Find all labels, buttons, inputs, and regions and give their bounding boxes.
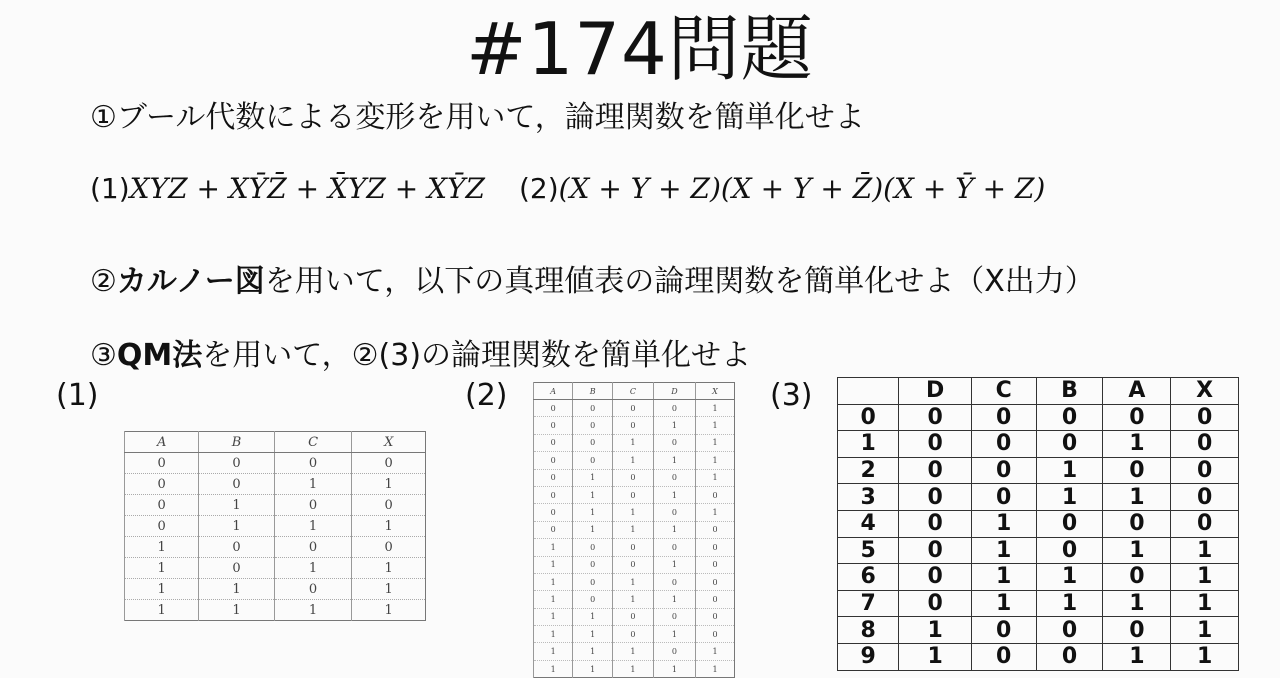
table-cell: 0	[1036, 431, 1103, 458]
table-row	[534, 539, 735, 556]
question-3-keyword: QM法	[116, 338, 203, 373]
table-cell: 1	[274, 516, 352, 537]
table-cell: 1	[125, 558, 199, 579]
table-row	[534, 417, 735, 434]
table-cell: 0	[653, 504, 695, 521]
table-cell: 1	[838, 431, 899, 458]
table-row	[534, 521, 735, 538]
truth-table-1	[124, 431, 426, 621]
table-cell: 1	[1171, 643, 1239, 670]
table-cell: 1	[274, 600, 352, 621]
table-cell: 0	[352, 453, 426, 474]
table-cell: 1	[352, 516, 426, 537]
table-cell: 4	[838, 510, 899, 537]
table-cell: 0	[1036, 617, 1103, 644]
table-row	[125, 495, 426, 516]
table-cell: 7	[838, 590, 899, 617]
formula-2: (X + Y + Z)(X + Y + Z̄)(X + Ȳ + Z)	[558, 172, 1046, 205]
table-row	[838, 643, 1239, 670]
table-cell: 1	[613, 452, 654, 469]
table-cell: 0	[534, 400, 573, 417]
table-cell: 1	[1103, 431, 1171, 458]
table-row	[125, 516, 426, 537]
table-cell: 0	[1103, 404, 1171, 431]
table-cell: 0	[899, 510, 972, 537]
formula-2-label: (2)	[518, 172, 559, 205]
table-cell: 1	[1103, 484, 1171, 511]
column-header: X	[352, 432, 426, 453]
table-cell: 0	[573, 417, 613, 434]
table-cell: 1	[1171, 564, 1239, 591]
table-row	[125, 579, 426, 600]
table-cell: 1	[1103, 643, 1171, 670]
column-header: D	[653, 383, 695, 400]
table-cell: 0	[573, 400, 613, 417]
table-cell: 1	[573, 504, 613, 521]
table-cell: 0	[534, 504, 573, 521]
table-cell: 0	[971, 431, 1036, 458]
table-row	[125, 600, 426, 621]
table-row	[838, 617, 1239, 644]
table-cell: 1	[653, 486, 695, 503]
truth-table-2	[533, 382, 735, 678]
table-cell: 1	[534, 539, 573, 556]
table-cell: 0	[653, 643, 695, 660]
table-cell: 1	[696, 660, 735, 677]
column-header: C	[971, 378, 1036, 405]
column-header: D	[899, 378, 972, 405]
table-cell: 0	[1171, 484, 1239, 511]
table-row	[838, 590, 1239, 617]
table-row	[534, 626, 735, 643]
table-cell: 0	[534, 452, 573, 469]
table-row	[125, 558, 426, 579]
table-cell: 1	[274, 558, 352, 579]
table-cell: 1	[1036, 484, 1103, 511]
table-cell: 0	[613, 469, 654, 486]
table-cell: 1	[199, 579, 274, 600]
table-cell: 1	[653, 417, 695, 434]
column-header: A	[125, 432, 199, 453]
table-cell: 1	[573, 486, 613, 503]
table-cell: 0	[696, 539, 735, 556]
table-cell: 1	[573, 660, 613, 677]
table-cell: 1	[573, 469, 613, 486]
table-cell: 1	[352, 558, 426, 579]
table-header-row	[534, 383, 735, 400]
table-cell: 5	[838, 537, 899, 564]
table-cell: 1	[352, 600, 426, 621]
table-cell: 1	[125, 600, 199, 621]
table-cell: 0	[1103, 564, 1171, 591]
question-3-text: を用いて，②(3)の論理関数を簡単化せよ	[202, 338, 752, 373]
formula-1: XYZ + XȲZ̄ + X̄YZ + XȲZ	[129, 172, 485, 205]
table-cell: 1	[613, 591, 654, 608]
table-row	[838, 404, 1239, 431]
table-cell: 0	[199, 537, 274, 558]
formula-line	[90, 172, 1045, 205]
table-cell: 0	[899, 590, 972, 617]
table-cell: 1	[653, 556, 695, 573]
table-cell: 0	[1171, 457, 1239, 484]
table-cell: 0	[125, 495, 199, 516]
table-row	[125, 453, 426, 474]
column-header: X	[696, 383, 735, 400]
table-cell: 1	[573, 626, 613, 643]
table-cell: 1	[971, 590, 1036, 617]
table-cell: 9	[838, 643, 899, 670]
table-cell: 1	[534, 556, 573, 573]
table-header-row	[125, 432, 426, 453]
table-cell: 0	[1036, 404, 1103, 431]
table-cell: 1	[199, 516, 274, 537]
table-cell: 1	[573, 521, 613, 538]
table-cell: 1	[696, 452, 735, 469]
table-cell: 1	[613, 521, 654, 538]
table-cell: 0	[696, 591, 735, 608]
table-cell: 1	[971, 564, 1036, 591]
column-header: A	[534, 383, 573, 400]
table-cell: 0	[899, 484, 972, 511]
table-cell: 0	[1103, 617, 1171, 644]
column-header: C	[613, 383, 654, 400]
question-2	[90, 256, 1095, 300]
table-cell: 1	[613, 504, 654, 521]
table-row	[534, 486, 735, 503]
table-cell: 0	[653, 400, 695, 417]
table-cell: 1	[653, 591, 695, 608]
table-2-label: (2)	[465, 378, 508, 413]
table-cell: 0	[653, 573, 695, 590]
table-row	[838, 431, 1239, 458]
table-1-label: (1)	[56, 378, 99, 413]
table-cell: 0	[1036, 537, 1103, 564]
table-cell: 0	[653, 469, 695, 486]
table-cell: 1	[1171, 590, 1239, 617]
table-row	[838, 510, 1239, 537]
table-cell: 0	[899, 404, 972, 431]
table-row	[534, 556, 735, 573]
table-cell: 0	[534, 521, 573, 538]
table-row	[838, 484, 1239, 511]
table-cell: 0	[899, 431, 972, 458]
table-cell: 1	[613, 643, 654, 660]
table-cell: 0	[125, 516, 199, 537]
table-cell: 3	[838, 484, 899, 511]
table-cell: 0	[274, 453, 352, 474]
table-cell: 0	[573, 539, 613, 556]
table-row	[534, 573, 735, 590]
table-cell: 0	[613, 417, 654, 434]
table-cell: 1	[534, 660, 573, 677]
table-row	[534, 469, 735, 486]
table-cell: 0	[534, 417, 573, 434]
table-row	[838, 564, 1239, 591]
table-cell: 2	[838, 457, 899, 484]
table-cell: 1	[696, 400, 735, 417]
table-cell: 0	[653, 539, 695, 556]
table-cell: 0	[573, 591, 613, 608]
table-3-label: (3)	[770, 378, 813, 413]
table-cell: 0	[125, 453, 199, 474]
table-cell: 0	[1171, 510, 1239, 537]
column-header	[838, 378, 899, 405]
table-cell: 1	[653, 521, 695, 538]
table-cell: 1	[352, 579, 426, 600]
table-cell: 1	[653, 660, 695, 677]
table-cell: 0	[1036, 510, 1103, 537]
table-cell: 1	[125, 537, 199, 558]
table-cell: 1	[1171, 537, 1239, 564]
table-cell: 0	[653, 608, 695, 625]
table-cell: 1	[696, 434, 735, 451]
table-cell: 0	[573, 434, 613, 451]
question-2-keyword: カルノー図	[116, 264, 265, 299]
question-2-text: を用いて，以下の真理値表の論理関数を簡単化せよ（X出力）	[264, 264, 1095, 299]
table-cell: 0	[1036, 643, 1103, 670]
column-header: X	[1171, 378, 1239, 405]
formula-1-label: (1)	[90, 172, 130, 205]
table-row	[534, 643, 735, 660]
table-cell: 0	[613, 556, 654, 573]
table-cell: 1	[534, 626, 573, 643]
table-row	[534, 504, 735, 521]
table-cell: 0	[352, 495, 426, 516]
table-cell: 1	[125, 579, 199, 600]
table-cell: 0	[613, 400, 654, 417]
table-cell: 1	[613, 573, 654, 590]
table-cell: 1	[1171, 617, 1239, 644]
table-row	[838, 457, 1239, 484]
table-row	[534, 660, 735, 677]
table-cell: 0	[274, 495, 352, 516]
table-cell: 0	[274, 579, 352, 600]
table-row	[125, 474, 426, 495]
table-cell: 1	[534, 591, 573, 608]
table-cell: 0	[696, 573, 735, 590]
table-cell: 1	[696, 504, 735, 521]
table-cell: 0	[573, 452, 613, 469]
table-cell: 0	[899, 564, 972, 591]
table-cell: 0	[199, 558, 274, 579]
table-cell: 1	[274, 474, 352, 495]
column-header: B	[199, 432, 274, 453]
table-cell: 0	[1171, 404, 1239, 431]
table-cell: 0	[613, 539, 654, 556]
table-cell: 0	[696, 626, 735, 643]
table-cell: 1	[653, 452, 695, 469]
table-cell: 0	[696, 486, 735, 503]
table-cell: 0	[534, 434, 573, 451]
page-title: #174問題	[466, 7, 814, 91]
table-cell: 0	[1103, 457, 1171, 484]
column-header: C	[274, 432, 352, 453]
table-cell: 0	[696, 521, 735, 538]
column-header: B	[1036, 378, 1103, 405]
table-cell: 1	[534, 608, 573, 625]
table-cell: 1	[1103, 537, 1171, 564]
table-cell: 6	[838, 564, 899, 591]
table-cell: 0	[573, 556, 613, 573]
table-cell: 1	[573, 608, 613, 625]
table-cell: 0	[352, 537, 426, 558]
table-cell: 1	[1036, 564, 1103, 591]
table-cell: 0	[534, 469, 573, 486]
table-cell: 0	[971, 643, 1036, 670]
table-cell: 1	[971, 537, 1036, 564]
column-header: A	[1103, 378, 1171, 405]
table-cell: 1	[1036, 457, 1103, 484]
table-cell: 0	[1171, 431, 1239, 458]
question-1: ①ブール代数による変形を用いて，論理関数を簡単化せよ	[90, 100, 865, 135]
table-cell: 0	[274, 537, 352, 558]
table-cell: 0	[199, 474, 274, 495]
question-2-number: ②	[90, 264, 117, 299]
table-cell: 1	[352, 474, 426, 495]
table-cell: 1	[534, 573, 573, 590]
table-cell: 0	[653, 434, 695, 451]
table-cell: 1	[199, 495, 274, 516]
table-cell: 1	[696, 643, 735, 660]
table-cell: 1	[899, 617, 972, 644]
table-cell: 0	[1103, 510, 1171, 537]
table-cell: 0	[613, 608, 654, 625]
table-row	[125, 537, 426, 558]
table-cell: 0	[971, 484, 1036, 511]
table-cell: 0	[573, 573, 613, 590]
table-cell: 1	[899, 643, 972, 670]
table-cell: 1	[1036, 590, 1103, 617]
table-cell: 0	[613, 626, 654, 643]
table-cell: 0	[838, 404, 899, 431]
table-row	[534, 434, 735, 451]
question-3	[90, 330, 751, 374]
table-header-row	[838, 378, 1239, 405]
table-cell: 0	[971, 617, 1036, 644]
truth-table-3	[837, 377, 1239, 671]
table-cell: 0	[613, 486, 654, 503]
table-cell: 1	[573, 643, 613, 660]
table-cell: 1	[653, 626, 695, 643]
table-cell: 0	[899, 537, 972, 564]
table-cell: 0	[696, 556, 735, 573]
table-row	[838, 537, 1239, 564]
table-cell: 1	[534, 643, 573, 660]
table-cell: 0	[971, 457, 1036, 484]
table-cell: 0	[899, 457, 972, 484]
table-row	[534, 591, 735, 608]
table-cell: 0	[199, 453, 274, 474]
column-header: B	[573, 383, 613, 400]
table-row	[534, 608, 735, 625]
table-row	[534, 452, 735, 469]
table-cell: 1	[199, 600, 274, 621]
table-cell: 1	[696, 417, 735, 434]
table-row	[534, 400, 735, 417]
table-cell: 1	[1103, 590, 1171, 617]
table-cell: 0	[971, 404, 1036, 431]
table-cell: 0	[696, 608, 735, 625]
table-cell: 0	[125, 474, 199, 495]
question-3-number: ③	[90, 338, 117, 373]
table-cell: 1	[613, 660, 654, 677]
table-cell: 8	[838, 617, 899, 644]
table-cell: 0	[534, 486, 573, 503]
table-cell: 1	[971, 510, 1036, 537]
table-cell: 1	[613, 434, 654, 451]
table-cell: 1	[696, 469, 735, 486]
